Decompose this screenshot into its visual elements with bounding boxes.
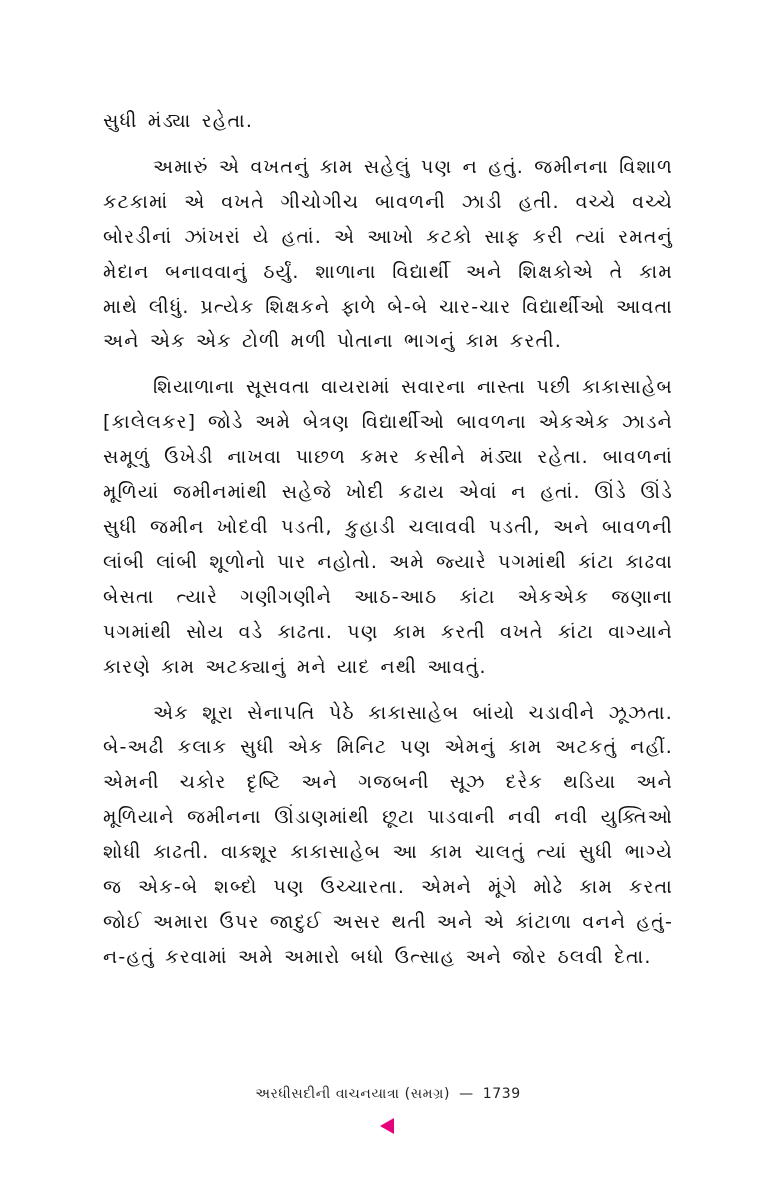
paragraph-continuation: સુધી મંડ્યા રહેતા. <box>103 110 254 132</box>
body-text <box>103 104 673 986</box>
book-title: અરધીસદીની વાચનયાત્રા (સમગ્ર) <box>255 1086 451 1102</box>
page-footer <box>0 1086 776 1102</box>
page-number: 1739 <box>482 1086 521 1102</box>
paragraph: શિયાળાના સૂસવતા વાયરામાં સવારના નાસ્તા પછી કાકાસાહેબ [કાલેલકર] જોડે અમે બેત્રણ વિદ્યાર્થીઓ બાવળના એકએક ઝાડને સમૂળું ઉખેડી નાખવા પાછળ કમર કસીને મંડ્યા રહેતા. બાવળનાં મૂળિયાં જમીનમાંથી સહેજે ખોદી કઢાય એવાં ન હતાં. ઊંડે ઊંડે સુધી જમીન ખોદવી પડતી, કુહાડી ચલાવવી પડતી, અને બાવળની લાંબી લાંબી શૂળોનો પાર નહોતો. અમે જ્યારે પગમાંથી કાંટા કાઢવા બેસતા ત્યારે ગણીગણીને આઠ-આઠ કાંટા એકએક જણાના પગમાંથી સોય વડે કાઢતા. પણ કામ કરતી વખતે કાંટા વાગ્યાને કારણે કામ અટક્યાનું મને યાદ નથી આવતું. <box>103 376 673 678</box>
previous-page-arrow-icon[interactable] <box>380 1118 394 1134</box>
paragraph: અમારું એ વખતનું કામ સહેલું પણ ન હતું. જમીનના વિશાળ કટકામાં એ વખતે ગીચોગીચ બાવળની ઝાડી હતી. વચ્ચે વચ્ચે બોરડીનાં ઝાંખરાં યે હતાં. એ આખો કટકો સાફ કરી ત્યાં રમતનું મેદાન બનાવવાનું ઠર્યું. શાળાના વિદ્યાર્થી અને શિક્ષકોએ તે કામ માથે લીધું. પ્રત્યેક શિક્ષકને ફાળે બે-બે ચાર-ચાર વિદ્યાર્થીઓ આવતા અને એક એક ટોળી મળી પોતાના ભાગનું કામ કરતી. <box>103 155 673 353</box>
paragraph: એક શૂરા સેનાપતિ પેઠે કાકાસાહેબ બાંયો ચડાવીને ઝૂઝતા. બે-અઢી કલાક સુધી એક મિનિટ પણ એમનું કામ અટકતું નહીં. એમની ચકોર દૃષ્ટિ અને ગજબની સૂઝ દરેક થડિયા અને મૂળિયાને જમીનના ઊંડાણમાંથી છૂટા પાડવાની નવી નવી યુક્તિઓ શોધી કાઢતી. વાક્શૂર કાકાસાહેબ આ કામ ચાલતું ત્યાં સુધી ભાગ્યે જ એક-બે શબ્દો પણ ઉચ્ચારતા. એમને મૂંગે મોઢે કામ કરતા જોઈ અમારા ઉપર જાદુઈ અસર થતી અને એ કાંટાળા વનને હતું-ન-હતું કરવામાં અમે અમારો બધો ઉત્સાહ અને જોર ઠલવી દેતા. <box>103 701 673 968</box>
footer-separator: — <box>459 1086 474 1102</box>
